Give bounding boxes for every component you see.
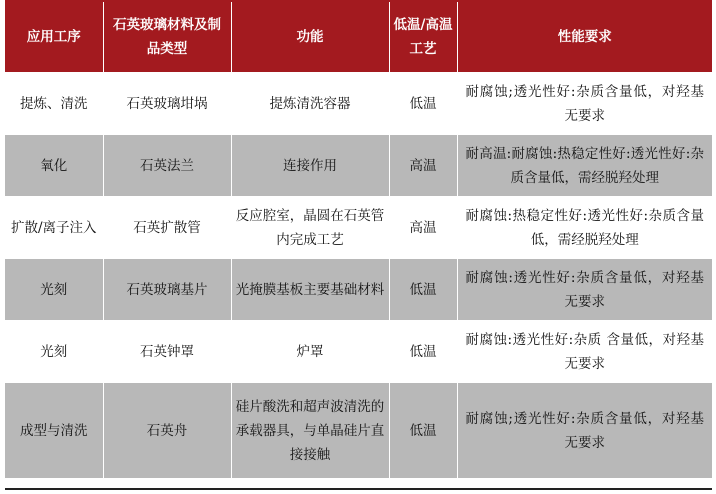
cell-temperature: 低温: [389, 259, 457, 321]
quartz-application-table-frame: [5, 0, 712, 490]
cell-material: 石英扩散管: [103, 197, 231, 259]
cell-requirements: 耐腐蚀:热稳定性好:透光性好:杂质含量低，需经脱羟处理: [457, 197, 712, 259]
cell-function: 炉罩: [231, 321, 389, 383]
cell-material: 石英钟罩: [103, 321, 231, 383]
cell-process: 光刻: [5, 259, 103, 321]
header-requirements: 性能要求: [457, 2, 712, 73]
bottom-rule: [5, 488, 712, 490]
cell-material: 石英玻璃基片: [103, 259, 231, 321]
cell-function: 反应腔室，晶圆在石英管内完成工艺: [231, 197, 389, 259]
cell-requirements: 耐腐蚀:透光性好:杂质 含量低，对羟基无要求: [457, 321, 712, 383]
cell-requirements: 耐腐蚀;透光性好:杂质含量低，对羟基无要求: [457, 383, 712, 479]
cell-function: 连接作用: [231, 135, 389, 197]
cell-material: 石英舟: [103, 383, 231, 479]
cell-process: 成型与清洗: [5, 383, 103, 479]
cell-temperature: 低温: [389, 383, 457, 479]
header-function: 功能: [231, 2, 389, 73]
table-header-row: [5, 2, 712, 73]
header-process: 应用工序: [5, 2, 103, 73]
table-row: [5, 259, 712, 321]
cell-function: 硅片酸洗和超声波清洗的承载器具，与单晶硅片直接接触: [231, 383, 389, 479]
table-row: [5, 135, 712, 197]
cell-requirements: 耐高温:耐腐蚀:热稳定性好:透光性好:杂质含量低，需经脱羟处理: [457, 135, 712, 197]
cell-process: 扩散/离子注入: [5, 197, 103, 259]
quartz-application-table: [5, 2, 712, 479]
cell-function: 提炼清洗容器: [231, 73, 389, 135]
cell-material: 石英法兰: [103, 135, 231, 197]
table-row: [5, 197, 712, 259]
table-row: [5, 73, 712, 135]
cell-temperature: 低温: [389, 73, 457, 135]
header-temperature: 低温/高温工艺: [389, 2, 457, 73]
cell-temperature: 高温: [389, 197, 457, 259]
cell-process: 光刻: [5, 321, 103, 383]
header-material-type: 石英玻璃材料及制品类型: [103, 2, 231, 73]
cell-process: 氧化: [5, 135, 103, 197]
cell-temperature: 高温: [389, 135, 457, 197]
cell-temperature: 低温: [389, 321, 457, 383]
cell-function: 光掩膜基板主要基础材料: [231, 259, 389, 321]
cell-requirements: 耐腐蚀;透光性好:杂质含量低，对羟基无要求: [457, 73, 712, 135]
table-row: [5, 321, 712, 383]
cell-material: 石英玻璃坩埚: [103, 73, 231, 135]
table-row: [5, 383, 712, 479]
cell-process: 提炼、清洗: [5, 73, 103, 135]
cell-requirements: 耐腐蚀:透光性好:杂质含量低，对羟基无要求: [457, 259, 712, 321]
